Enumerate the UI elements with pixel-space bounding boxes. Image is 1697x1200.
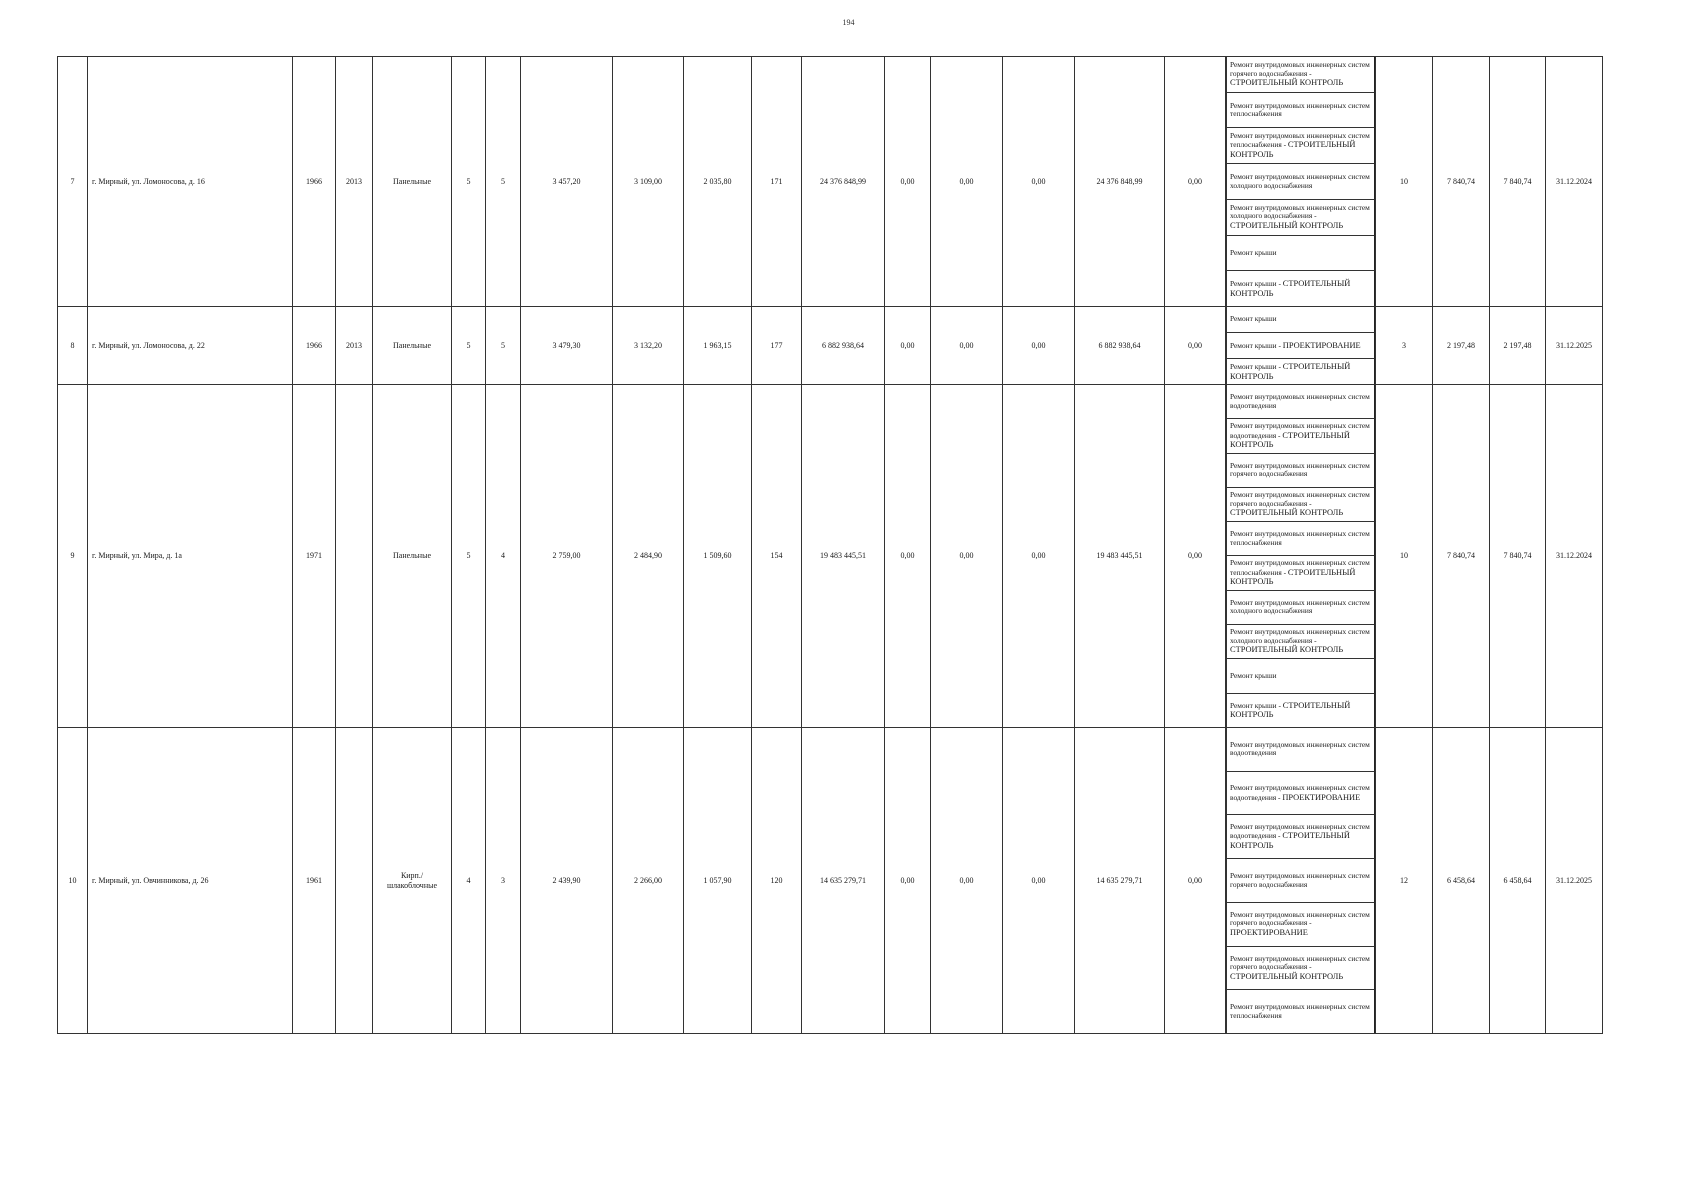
fund-cell-2: 0,00 bbox=[931, 385, 1003, 728]
entrances-cell: 4 bbox=[486, 385, 521, 728]
wall-material-cell: Панельные bbox=[373, 57, 452, 307]
deadline-cell: 31.12.2025 bbox=[1546, 307, 1603, 385]
total-area-cell: 2 439,90 bbox=[521, 728, 613, 1034]
work-item: Ремонт внутридомовых инженерных систем холодного водоснабжения bbox=[1226, 590, 1375, 624]
work-item: Ремонт внутридомовых инженерных систем горячего водоснабжения - ПРОЕКТИРОВАНИЕ bbox=[1226, 902, 1375, 946]
row-number: 8 bbox=[58, 307, 88, 385]
work-item: Ремонт крыши - СТРОИТЕЛЬНЫЙ КОНТРОЛЬ bbox=[1226, 358, 1375, 384]
owners-funds-cell: 6 882 938,64 bbox=[1075, 307, 1165, 385]
work-item: Ремонт внутридомовых инженерных систем водоотведения - СТРОИТЕЛЬНЫЙ КОНТРОЛЬ bbox=[1226, 814, 1375, 858]
unit-cost-cell: 2 197,48 bbox=[1433, 307, 1490, 385]
work-item: Ремонт крыши bbox=[1226, 307, 1375, 332]
year-built-cell: 1971 bbox=[293, 385, 336, 728]
other-funds-cell: 0,00 bbox=[1165, 57, 1226, 307]
total-cost-cell: 6 882 938,64 bbox=[802, 307, 885, 385]
work-item: Ремонт внутридомовых инженерных систем горячего водоснабжения bbox=[1226, 858, 1375, 902]
table-row bbox=[58, 307, 1603, 385]
total-cost-cell: 24 376 848,99 bbox=[802, 57, 885, 307]
table-row bbox=[58, 385, 1603, 728]
row-number: 9 bbox=[58, 385, 88, 728]
works-count-cell: 12 bbox=[1376, 728, 1433, 1034]
unit-cost-cell: 6 458,64 bbox=[1433, 728, 1490, 1034]
other-funds-cell: 0,00 bbox=[1165, 385, 1226, 728]
works-list bbox=[1226, 385, 1375, 727]
residents-cell: 171 bbox=[752, 57, 802, 307]
wall-material-cell: Панельные bbox=[373, 385, 452, 728]
address-cell: г. Мирный, ул. Ломоносова, д. 16 bbox=[88, 57, 293, 307]
owners-funds-cell: 24 376 848,99 bbox=[1075, 57, 1165, 307]
address-cell: г. Мирный, ул. Овчинникова, д. 26 bbox=[88, 728, 293, 1034]
work-item: Ремонт крыши bbox=[1226, 658, 1375, 692]
work-item: Ремонт крыши - СТРОИТЕЛЬНЫЙ КОНТРОЛЬ bbox=[1226, 270, 1375, 306]
unit-cost-cell: 7 840,74 bbox=[1433, 385, 1490, 728]
year-built-cell: 1966 bbox=[293, 307, 336, 385]
floors-cell: 4 bbox=[452, 728, 486, 1034]
wall-material-cell: Панельные bbox=[373, 307, 452, 385]
limit-cost-cell: 2 197,48 bbox=[1490, 307, 1546, 385]
works-list-cell bbox=[1226, 57, 1376, 307]
total-cost-cell: 19 483 445,51 bbox=[802, 385, 885, 728]
nonresidential-area-cell: 1 963,15 bbox=[684, 307, 752, 385]
deadline-cell: 31.12.2024 bbox=[1546, 385, 1603, 728]
year-last-repair-cell: 2013 bbox=[336, 307, 373, 385]
entrances-cell: 5 bbox=[486, 57, 521, 307]
works-list-cell bbox=[1226, 307, 1376, 385]
fund-cell-2: 0,00 bbox=[931, 57, 1003, 307]
owners-funds-cell: 19 483 445,51 bbox=[1075, 385, 1165, 728]
floors-cell: 5 bbox=[452, 307, 486, 385]
other-funds-cell: 0,00 bbox=[1165, 307, 1226, 385]
fund-cell-1: 0,00 bbox=[885, 728, 931, 1034]
work-item: Ремонт внутридомовых инженерных систем холодного водоснабжения bbox=[1226, 163, 1375, 199]
total-area-cell: 2 759,00 bbox=[521, 385, 613, 728]
entrances-cell: 3 bbox=[486, 728, 521, 1034]
work-item: Ремонт внутридомовых инженерных систем холодного водоснабжения - СТРОИТЕЛЬНЫЙ КОНТРОЛЬ bbox=[1226, 199, 1375, 235]
living-area-cell: 2 266,00 bbox=[613, 728, 684, 1034]
deadline-cell: 31.12.2024 bbox=[1546, 57, 1603, 307]
page-number: 194 bbox=[842, 18, 855, 27]
table-row bbox=[58, 57, 1603, 307]
nonresidential-area-cell: 1 057,90 bbox=[684, 728, 752, 1034]
residents-cell: 177 bbox=[752, 307, 802, 385]
fund-cell-3: 0,00 bbox=[1003, 57, 1075, 307]
work-item: Ремонт внутридомовых инженерных систем теплоснабжения bbox=[1226, 521, 1375, 555]
residents-cell: 154 bbox=[752, 385, 802, 728]
owners-funds-cell: 14 635 279,71 bbox=[1075, 728, 1165, 1034]
year-last-repair-cell: 2013 bbox=[336, 57, 373, 307]
work-item: Ремонт внутридомовых инженерных систем горячего водоснабжения - СТРОИТЕЛЬНЫЙ КОНТРОЛЬ bbox=[1226, 57, 1375, 92]
work-item: Ремонт внутридомовых инженерных систем теплоснабжения bbox=[1226, 989, 1375, 1033]
deadline-cell: 31.12.2025 bbox=[1546, 728, 1603, 1034]
year-built-cell: 1961 bbox=[293, 728, 336, 1034]
nonresidential-area-cell: 2 035,80 bbox=[684, 57, 752, 307]
floors-cell: 5 bbox=[452, 57, 486, 307]
unit-cost-cell: 7 840,74 bbox=[1433, 57, 1490, 307]
work-item: Ремонт внутридомовых инженерных систем теплоснабжения - СТРОИТЕЛЬНЫЙ КОНТРОЛЬ bbox=[1226, 127, 1375, 163]
total-cost-cell: 14 635 279,71 bbox=[802, 728, 885, 1034]
work-item: Ремонт внутридомовых инженерных систем горячего водоснабжения bbox=[1226, 453, 1375, 487]
work-item: Ремонт внутридомовых инженерных систем водоотведения bbox=[1226, 385, 1375, 418]
row-number: 10 bbox=[58, 728, 88, 1034]
total-area-cell: 3 479,30 bbox=[521, 307, 613, 385]
nonresidential-area-cell: 1 509,60 bbox=[684, 385, 752, 728]
living-area-cell: 3 109,00 bbox=[613, 57, 684, 307]
work-item: Ремонт внутридомовых инженерных систем теплоснабжения bbox=[1226, 92, 1375, 128]
fund-cell-3: 0,00 bbox=[1003, 728, 1075, 1034]
work-item: Ремонт крыши - СТРОИТЕЛЬНЫЙ КОНТРОЛЬ bbox=[1226, 693, 1375, 727]
works-list-cell bbox=[1226, 385, 1376, 728]
repair-program-table bbox=[57, 56, 1603, 1034]
residents-cell: 120 bbox=[752, 728, 802, 1034]
works-list bbox=[1226, 307, 1375, 384]
limit-cost-cell: 7 840,74 bbox=[1490, 57, 1546, 307]
work-item: Ремонт внутридомовых инженерных систем водоотведения - ПРОЕКТИРОВАНИЕ bbox=[1226, 771, 1375, 815]
works-count-cell: 10 bbox=[1376, 385, 1433, 728]
works-count-cell: 10 bbox=[1376, 57, 1433, 307]
other-funds-cell: 0,00 bbox=[1165, 728, 1226, 1034]
work-item: Ремонт внутридомовых инженерных систем водоотведения bbox=[1226, 728, 1375, 771]
year-last-repair-cell bbox=[336, 385, 373, 728]
work-item: Ремонт внутридомовых инженерных систем водоотведения - СТРОИТЕЛЬНЫЙ КОНТРОЛЬ bbox=[1226, 418, 1375, 452]
address-cell: г. Мирный, ул. Ломоносова, д. 22 bbox=[88, 307, 293, 385]
works-list bbox=[1226, 728, 1375, 1033]
work-item: Ремонт внутридомовых инженерных систем теплоснабжения - СТРОИТЕЛЬНЫЙ КОНТРОЛЬ bbox=[1226, 555, 1375, 589]
fund-cell-1: 0,00 bbox=[885, 307, 931, 385]
fund-cell-3: 0,00 bbox=[1003, 307, 1075, 385]
fund-cell-2: 0,00 bbox=[931, 728, 1003, 1034]
year-last-repair-cell bbox=[336, 728, 373, 1034]
fund-cell-1: 0,00 bbox=[885, 57, 931, 307]
floors-cell: 5 bbox=[452, 385, 486, 728]
living-area-cell: 3 132,20 bbox=[613, 307, 684, 385]
limit-cost-cell: 6 458,64 bbox=[1490, 728, 1546, 1034]
works-list-cell bbox=[1226, 728, 1376, 1034]
work-item: Ремонт внутридомовых инженерных систем холодного водоснабжения - СТРОИТЕЛЬНЫЙ КОНТРОЛЬ bbox=[1226, 624, 1375, 658]
work-item: Ремонт крыши - ПРОЕКТИРОВАНИЕ bbox=[1226, 332, 1375, 358]
row-number: 7 bbox=[58, 57, 88, 307]
works-list bbox=[1226, 57, 1375, 306]
table-row bbox=[58, 728, 1603, 1034]
total-area-cell: 3 457,20 bbox=[521, 57, 613, 307]
fund-cell-2: 0,00 bbox=[931, 307, 1003, 385]
living-area-cell: 2 484,90 bbox=[613, 385, 684, 728]
year-built-cell: 1966 bbox=[293, 57, 336, 307]
work-item: Ремонт внутридомовых инженерных систем горячего водоснабжения - СТРОИТЕЛЬНЫЙ КОНТРОЛЬ bbox=[1226, 946, 1375, 990]
address-cell: г. Мирный, ул. Мира, д. 1а bbox=[88, 385, 293, 728]
entrances-cell: 5 bbox=[486, 307, 521, 385]
work-item: Ремонт внутридомовых инженерных систем горячего водоснабжения - СТРОИТЕЛЬНЫЙ КОНТРОЛЬ bbox=[1226, 487, 1375, 521]
work-item: Ремонт крыши bbox=[1226, 235, 1375, 271]
wall-material-cell: Кирп./ шлакоблочные bbox=[373, 728, 452, 1034]
fund-cell-3: 0,00 bbox=[1003, 385, 1075, 728]
limit-cost-cell: 7 840,74 bbox=[1490, 385, 1546, 728]
fund-cell-1: 0,00 bbox=[885, 385, 931, 728]
works-count-cell: 3 bbox=[1376, 307, 1433, 385]
